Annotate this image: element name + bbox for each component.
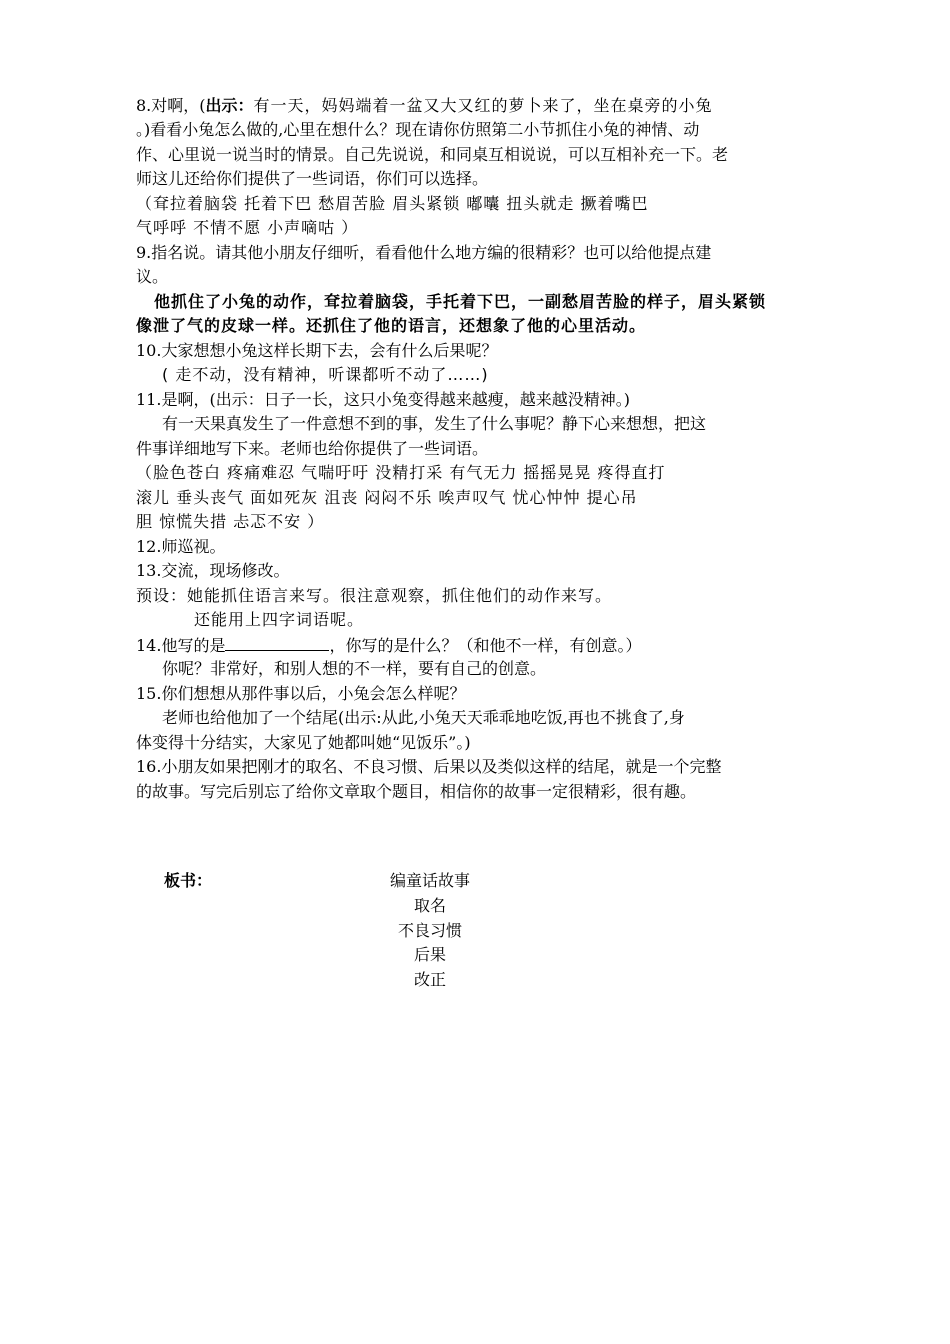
- vocab-list: （耷拉着脑袋 托着下巴 愁眉苦脸 眉头紧锁 嘟囔 扭头就走 撅着嘴巴: [136, 194, 649, 213]
- paragraph-8: [136, 94, 713, 118]
- text-line: 议。: [136, 267, 169, 286]
- text-line: 你呢？非常好，和别人想的不一样，要有自己的创意。: [162, 659, 547, 678]
- board-item: 取名: [413, 896, 446, 915]
- text-line: 的故事。写完后别忘了给你文章取个题目，相信你的故事一定很精彩，很有趣。: [136, 782, 697, 801]
- board-item: 后果: [413, 945, 446, 964]
- bold-label: 出示：: [205, 96, 254, 115]
- paragraph-10: 10.大家想想小兔这样长期下去，会有什么后果呢？: [136, 341, 498, 360]
- paragraph-13: 13.交流，现场修改。: [136, 561, 290, 580]
- item-number: 8.: [136, 96, 152, 115]
- text-line: 有一天果真发生了一件意想不到的事，发生了什么事呢？静下心来想想，把这: [162, 414, 707, 433]
- paragraph-11: 11.是啊，(出示：日子一长，这只小兔变得越来越瘦，越来越没精神。): [136, 390, 630, 409]
- text: ，你写的是什么？（和他不一样，有创意。）: [329, 636, 642, 655]
- vocab-list: 气呼呼 不情不愿 小声嘀咕 ）: [136, 218, 359, 237]
- board-label: 板书：: [164, 871, 213, 890]
- board-item: 不良习惯: [397, 921, 462, 940]
- preset-note: 预设：她能抓住语言来写。很注意观察，抓住他们的动作来写。: [136, 586, 613, 605]
- expected-answer: ( 走不动，没有精神，听课都听不动了……): [162, 365, 489, 384]
- vocab-list: （脸色苍白 疼痛难忍 气喘吁吁 没精打采 有气无力 摇摇晃晃 疼得直打: [136, 463, 666, 482]
- paragraph-12: 12.师巡视。: [136, 537, 226, 556]
- preset-note: 还能用上四字词语呢。: [194, 610, 365, 629]
- board-item: 改正: [413, 970, 446, 989]
- text-line: 体变得十分结实，大家见了她都叫她“见饭乐”。): [136, 733, 471, 752]
- paragraph-9: 9.指名说。请其他小朋友仔细听，看看他什么地方编的很精彩？也可以给他提点建: [136, 243, 712, 262]
- paragraph-14: [136, 633, 641, 657]
- text: 对啊，(: [151, 96, 206, 115]
- text-line: 老师也给他加了一个结尾(出示:从此,小兔天天乖乖地吃饭,再也不挑食了,身: [162, 708, 685, 727]
- text-line: 件事详细地写下来。老师也给你提供了一些词语。: [136, 439, 489, 458]
- display-text: 有一天，妈妈端着一盆又大又红的萝卜来了，坐在桌旁的小兔: [253, 96, 713, 115]
- fill-in-blank: [225, 633, 329, 651]
- sample-answer: 他抓住了小兔的动作，耷拉着脑袋，手托着下巴，一副愁眉苦脸的样子，眉头紧锁: [154, 292, 767, 311]
- paragraph-15: 15.你们想想从那件事以后，小兔会怎么样呢？: [136, 684, 466, 703]
- text-line: 作、心里说一说当时的情景。自己先说说，和同桌互相说说，可以互相补充一下。老: [136, 145, 729, 164]
- paragraph-16: 16.小朋友如果把刚才的取名、不良习惯、后果以及类似这样的结尾，就是一个完整: [136, 757, 722, 776]
- text: 14.他写的是: [136, 636, 226, 655]
- text-line: 。)看看小兔怎么做的,心里在想什么？现在请你仿照第二小节抓住小兔的神情、动: [136, 120, 700, 139]
- vocab-list: 胆 惊慌失措 忐忑不安 ）: [136, 512, 325, 531]
- vocab-list: 滚儿 垂头丧气 面如死灰 沮丧 闷闷不乐 唉声叹气 忧心忡忡 提心吊: [136, 488, 638, 507]
- sample-answer: 像泄了气的皮球一样。还抓住了他的语言，还想象了他的心里活动。: [136, 316, 647, 335]
- text-line: 师这儿还给你们提供了一些词语，你们可以选择。: [136, 169, 489, 188]
- board-title: 编童话故事: [389, 871, 470, 890]
